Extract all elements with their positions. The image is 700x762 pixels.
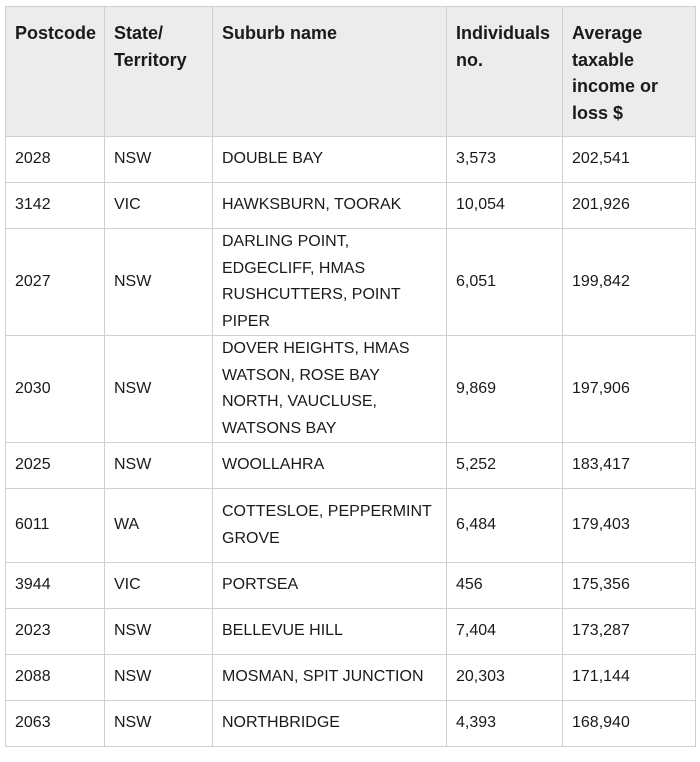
cell-individuals: 4,393 bbox=[447, 701, 563, 747]
table-row bbox=[6, 183, 696, 229]
cell-suburb: BELLEVUE HILL bbox=[213, 609, 447, 655]
cell-suburb: DOVER HEIGHTS, HMAS WATSON, ROSE BAY NORTH, VAUCLUSE, WATSONS BAY bbox=[213, 336, 447, 443]
cell-individuals: 9,869 bbox=[447, 336, 563, 443]
cell-state: NSW bbox=[105, 443, 213, 489]
cell-income: 171,144 bbox=[563, 655, 696, 701]
table-row bbox=[6, 701, 696, 747]
cell-individuals: 456 bbox=[447, 563, 563, 609]
table-row bbox=[6, 609, 696, 655]
cell-income: 201,926 bbox=[563, 183, 696, 229]
header-postcode: Postcode bbox=[6, 7, 105, 137]
cell-suburb: NORTHBRIDGE bbox=[213, 701, 447, 747]
cell-state: VIC bbox=[105, 563, 213, 609]
cell-state: NSW bbox=[105, 609, 213, 655]
cell-suburb: HAWKSBURN, TOORAK bbox=[213, 183, 447, 229]
cell-income: 173,287 bbox=[563, 609, 696, 655]
table-body bbox=[6, 137, 696, 747]
header-income: Average taxable income or loss $ bbox=[563, 7, 696, 137]
cell-state: WA bbox=[105, 489, 213, 563]
cell-state: NSW bbox=[105, 336, 213, 443]
table-row bbox=[6, 655, 696, 701]
table-row bbox=[6, 229, 696, 336]
cell-individuals: 5,252 bbox=[447, 443, 563, 489]
cell-postcode: 3142 bbox=[6, 183, 105, 229]
cell-income: 183,417 bbox=[563, 443, 696, 489]
header-row bbox=[6, 7, 696, 137]
table-row bbox=[6, 563, 696, 609]
cell-individuals: 10,054 bbox=[447, 183, 563, 229]
table-row bbox=[6, 336, 696, 443]
header-suburb: Suburb name bbox=[213, 7, 447, 137]
cell-postcode: 2088 bbox=[6, 655, 105, 701]
income-table bbox=[5, 6, 696, 747]
cell-income: 197,906 bbox=[563, 336, 696, 443]
table-row bbox=[6, 137, 696, 183]
cell-suburb: MOSMAN, SPIT JUNCTION bbox=[213, 655, 447, 701]
cell-state: NSW bbox=[105, 655, 213, 701]
cell-postcode: 3944 bbox=[6, 563, 105, 609]
table-row bbox=[6, 443, 696, 489]
cell-income: 199,842 bbox=[563, 229, 696, 336]
cell-postcode: 6011 bbox=[6, 489, 105, 563]
table-row bbox=[6, 489, 696, 563]
header-individuals: Individuals no. bbox=[447, 7, 563, 137]
header-state: State/ Territory bbox=[105, 7, 213, 137]
cell-individuals: 3,573 bbox=[447, 137, 563, 183]
cell-state: VIC bbox=[105, 183, 213, 229]
cell-income: 179,403 bbox=[563, 489, 696, 563]
cell-suburb: COTTESLOE, PEPPERMINT GROVE bbox=[213, 489, 447, 563]
cell-individuals: 6,484 bbox=[447, 489, 563, 563]
cell-individuals: 20,303 bbox=[447, 655, 563, 701]
cell-postcode: 2025 bbox=[6, 443, 105, 489]
cell-suburb: PORTSEA bbox=[213, 563, 447, 609]
cell-suburb: DOUBLE BAY bbox=[213, 137, 447, 183]
cell-postcode: 2023 bbox=[6, 609, 105, 655]
cell-postcode: 2063 bbox=[6, 701, 105, 747]
cell-state: NSW bbox=[105, 701, 213, 747]
cell-income: 168,940 bbox=[563, 701, 696, 747]
cell-postcode: 2030 bbox=[6, 336, 105, 443]
cell-income: 175,356 bbox=[563, 563, 696, 609]
cell-income: 202,541 bbox=[563, 137, 696, 183]
cell-postcode: 2027 bbox=[6, 229, 105, 336]
cell-individuals: 7,404 bbox=[447, 609, 563, 655]
cell-state: NSW bbox=[105, 229, 213, 336]
cell-individuals: 6,051 bbox=[447, 229, 563, 336]
cell-postcode: 2028 bbox=[6, 137, 105, 183]
cell-suburb: WOOLLAHRA bbox=[213, 443, 447, 489]
cell-state: NSW bbox=[105, 137, 213, 183]
table-header bbox=[6, 7, 696, 137]
cell-suburb: DARLING POINT, EDGECLIFF, HMAS RUSHCUTTERS, POINT PIPER bbox=[213, 229, 447, 336]
